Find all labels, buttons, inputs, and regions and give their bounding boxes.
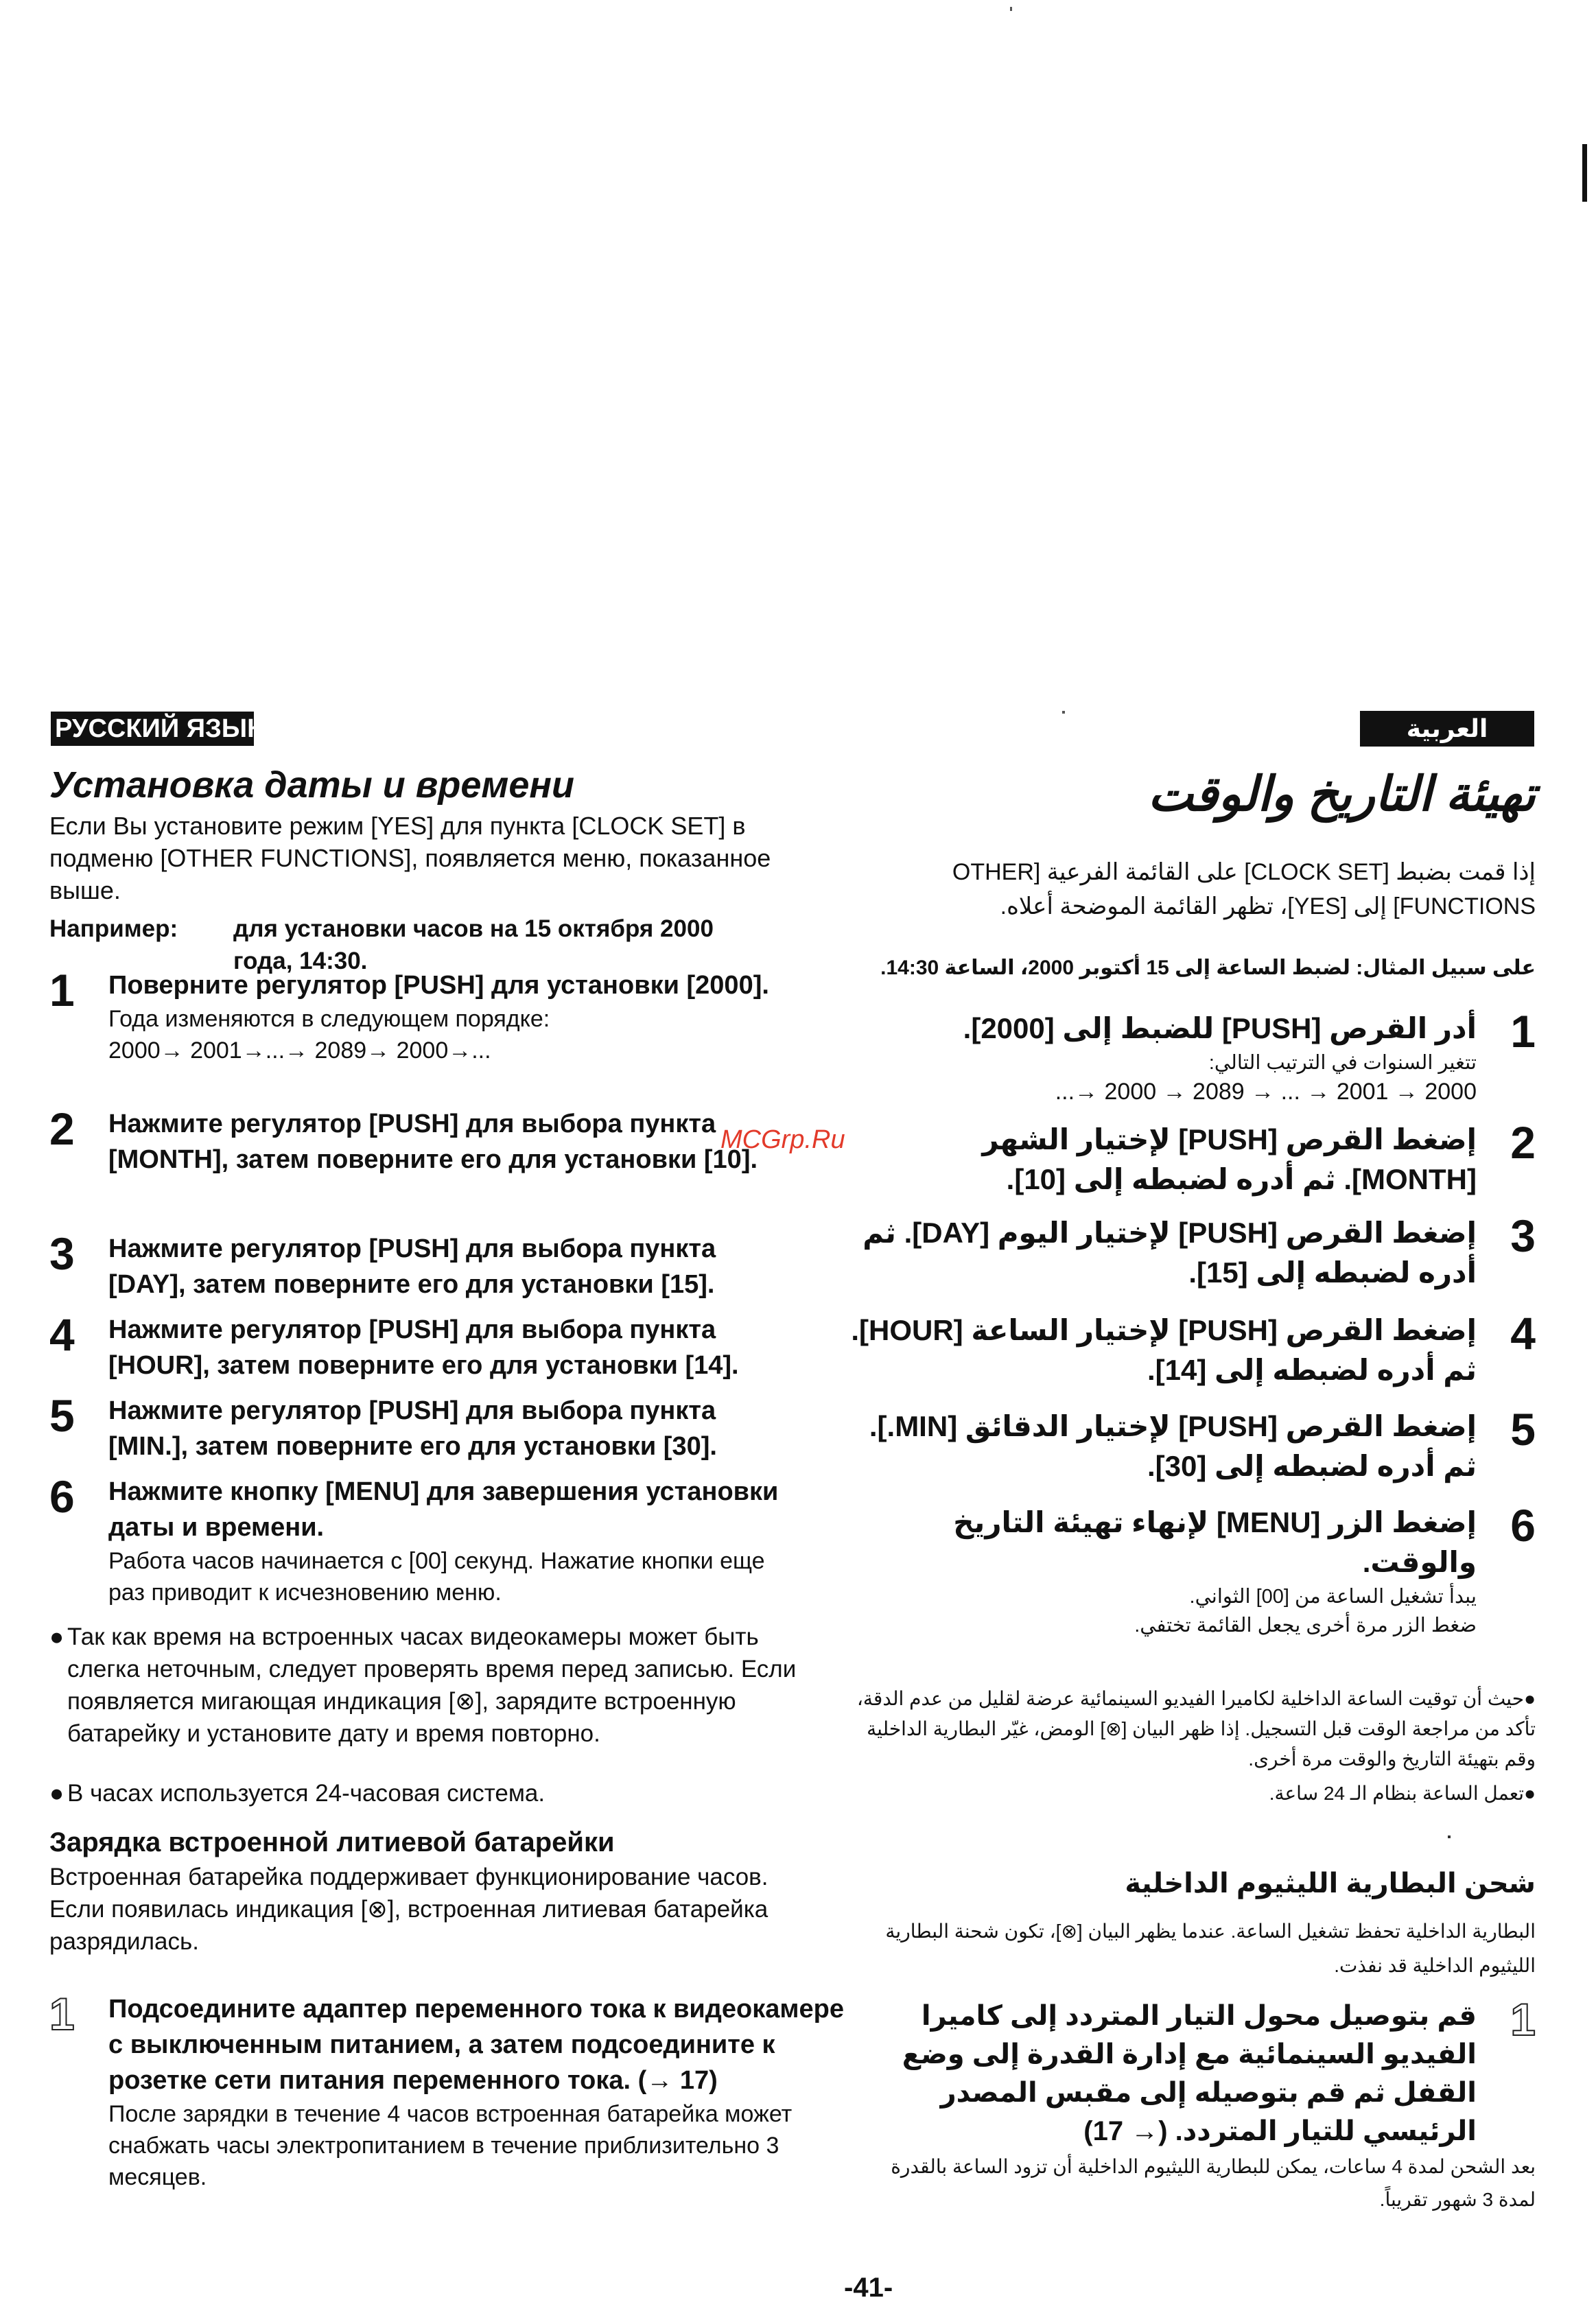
step-3-ru [49,1228,838,1302]
example-text-ru: для установки часов на 15 октября 2000 года, 14:30. [233,915,714,974]
bullet-text: تعمل الساعة بنظام الـ 24 ساعة. [1269,1783,1525,1804]
bullet-1-ru [49,1621,838,1750]
step-number: 2 [1510,1117,1536,1168]
step-text: Нажмите регулятор [PUSH] для выбора пункта [MONTH], затем поверните его для установки [10]. [108,1110,758,1174]
intro-text-ru: Если Вы установите режим [YES] для пункта [CLOCK SET] в подменю [OTHER FUNCTIONS], появляется меню, показанное выше. [49,812,771,904]
step-text: أدر القرص [PUSH] للضبط إلى [2000]. [963,1012,1477,1044]
step-number: 4 [49,1309,75,1360]
bullet-mark: ● [49,1623,64,1650]
step-note: Работа часов начинается с [00] секунд. Нажатие кнопки еще раз приводит к исчезновению меню. [108,1548,765,1606]
step-number: 6 [49,1471,75,1522]
example-label-ru: Например: [49,915,178,942]
intro-ru [49,810,838,906]
step-number: 1 [1510,1994,1536,2045]
battery-text-ru: Встроенная батарейка поддерживает функционирование часов. Если появилась индикация [⊗], встроенная литиевая батарейка разрядилась. [49,1864,768,1955]
bullet-1-ar [849,1684,1536,1774]
step-text: Нажмите кнопку [MENU] для завершения установки даты и времени. [108,1477,779,1542]
scan-speck [1010,7,1012,11]
step-number: 1 [1510,1006,1536,1057]
step-2-ar [849,1117,1536,1199]
page-title-ru: Установка даты и времени [49,764,574,806]
step-note: Года изменяются в следующем порядке: [108,1006,550,1032]
step-5-ar [849,1404,1536,1486]
step-number: 4 [1510,1308,1536,1359]
bullet-2-ar [849,1779,1536,1809]
bullet-text: В часах используется 24-часовая система. [67,1780,545,1807]
intro-ar: إذا قمت بضبط [CLOCK SET] على القائمة الفرعية [OTHER FUNCTIONS] إلى [YES]، تظهر القائمة الموضحة أعلاه. [952,859,1536,919]
step-note: تتغير السنوات في الترتيب التالي: [1208,1052,1477,1074]
step-number: 2 [49,1103,75,1154]
step-sequence: 2000→ 2001→...→ 2089→ 2000→... [108,1037,491,1064]
example-ar: على سبيل المثال: لضبط الساعة إلى 15 أكتوبر 2000، الساعة 14:30. [880,957,1536,979]
step-3-ar [849,1210,1536,1293]
page-title-ar: تهيئة التاريخ والوقت [1147,767,1536,821]
step-number: 5 [49,1390,75,1441]
step-4-ar [849,1308,1536,1390]
step-number: 3 [49,1228,75,1279]
step-sequence: 2000 → 2001 → ... → 2089 → 2000 →... [1055,1079,1477,1105]
step-text: Подсоедините адаптер переменного тока к видеокамере с выключенным питанием, а затем подсоедините к розетке сети питания переменного тока. (→ 17) [108,1995,844,2095]
step-text: Нажмите регулятор [PUSH] для выбора пункта [DAY], затем поверните его для установки [15]. [108,1234,716,1299]
step-4-ru [49,1309,838,1383]
bullet-text: Так как время на встроенных часах видеокамеры может быть слегка неточным, следует проверять время перед записью. Если появляется мигающая индикация [⊗], зарядите встроенную батарейку и установите дату и время повторно. [67,1623,797,1747]
step-1-ar [849,1006,1536,1106]
language-badge-ar: العربية [1360,711,1534,747]
watermark: MCGrp.Ru [720,1125,845,1154]
step-5-ru [49,1390,838,1464]
step-text: Нажмите регулятор [PUSH] для выбора пункта [HOUR], затем поверните его для установки [14]. [108,1315,739,1380]
charge-step-ar [849,1994,1536,2216]
bullet-2-ru [49,1777,838,1809]
battery-heading-ar: شحن البطارية الليثيوم الداخلية [1125,1868,1536,1899]
step-text: قم بتوصيل محول التيار المتردد إلى كاميرا الفيديو السينمائية مع إدارة القدرة إلى وضع القفل ثم قم بتوصيله إلى مقبس المصدر الرئيسي للتيار المتردد. (→ 17) [902,2001,1477,2146]
bullet-mark: ● [49,1780,64,1807]
step-note: بعد الشحن لمدة 4 ساعات، يمكن للبطارية الليثيوم الداخلية أن تزود الساعة بالقدرة لمدة 3 شهور تقريباً. [891,2156,1536,2210]
step-number: 3 [1510,1210,1536,1261]
step-note: После зарядки в течение 4 часов встроенная батарейка может снабжать часы электропитанием в течение приблизительно 3 месяцев. [108,2101,793,2190]
step-number: 1 [49,965,75,1016]
step-6-ru [49,1471,838,1608]
margin-bar [1582,144,1587,202]
scan-speck [1448,1835,1451,1838]
battery-text-ar: البطارية الداخلية تحفظ تشغيل الساعة. عندما يظهر البيان [⊗]، تكون شحنة البطارية الليثيوم الداخلية قد نفذت. [885,1921,1536,1976]
language-badge-ru: РУССКИЙ ЯЗЫК [51,712,254,746]
step-1-ru [49,967,838,1066]
bullet-text: حيث أن توقيت الساعة الداخلية لكاميرا الفيديو السينمائية عرضة لقليل من عدم الدقة، تأكد من مراجعة الوقت قبل التسجيل. إذا ظهر البيان [⊗] الومض، غيّر البطارية الداخلية وقم بتهيئة التاريخ والوقت مرة أخرى. [856,1688,1536,1770]
step-text: Нажмите регулятор [PUSH] для выбора пункта [MIN.], затем поверните его для установки [30]. [108,1396,717,1461]
battery-heading-ru: Зарядка встроенной литиевой батарейки [49,1827,615,1857]
bullet-mark: ● [1524,1783,1536,1804]
step-number: 5 [1510,1404,1536,1455]
step-note-2: ضغط الزر مرة أخرى يجعل القائمة تختفي. [1134,1615,1477,1637]
step-number: 1 [49,1989,75,2039]
step-text: إضغط القرص [PUSH] لإختيار الشهر [MONTH]. ثم أدره لضبطه إلى [10]. [982,1123,1477,1195]
step-text: إضغط القرص [PUSH] لإختيار الدقائق [MIN.]. ثم أدره لضبطه إلى [30]. [869,1410,1477,1482]
step-text: Поверните регулятор [PUSH] для установки [2000]. [108,971,769,1000]
step-text: إضغط القرص [PUSH] لإختيار اليوم [DAY]. ثم أدره لضبطه إلى [15]. [862,1217,1477,1289]
step-text: إضغط القرص [PUSH] لإختيار الساعة [HOUR]. ثم أدره لضبطه إلى [14]. [851,1314,1477,1386]
step-note: يبدأ تشغيل الساعة من [00] الثواني. [1189,1586,1477,1608]
step-number: 6 [1510,1500,1536,1551]
scan-speck [1062,711,1065,714]
charge-step-ru [49,1989,844,2193]
bullet-mark: ● [1524,1688,1536,1709]
step-text: إضغط الزر [MENU] لإنهاء تهيئة التاريخ والوقت. [953,1506,1477,1578]
step-6-ar [849,1500,1536,1640]
page-number: -41- [844,2273,893,2303]
